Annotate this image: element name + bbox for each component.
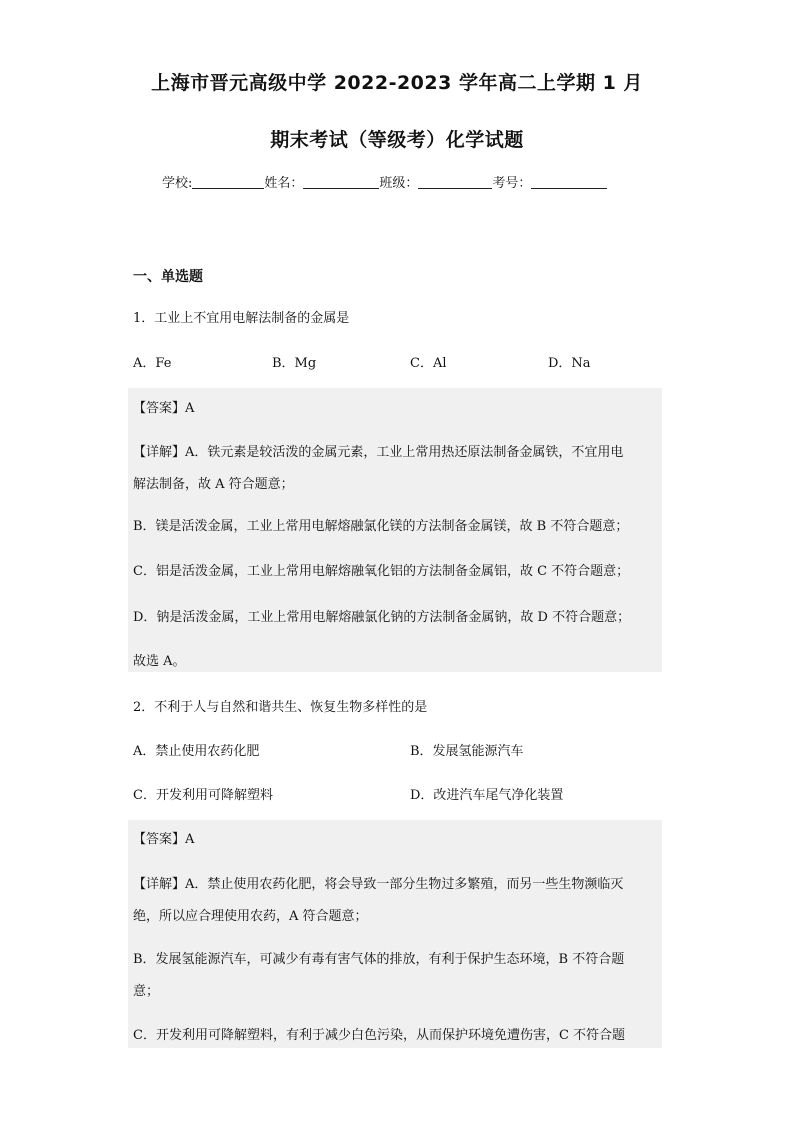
q2-explanation-line: 【详解】A．禁止使用农药化肥，将会导致一部分生物过多繁殖，而另一些生物濒临灭	[133, 877, 624, 892]
q2-explanation-line: B．发展氢能源汽车，可减少有毒有害气体的排放，有利于保护生态环境，B 不符合题	[133, 952, 625, 967]
q2-answer: 【答案】A	[133, 832, 195, 847]
school-blank	[192, 174, 264, 189]
q2-stem: 2．不利于人与自然和谐共生、恢复生物多样性的是	[133, 700, 428, 715]
q1-explanation-line: D．钠是活泼金属，工业上常用电解熔融氯化钠的方法制备金属钠，故 D 不符合题意；	[133, 610, 631, 625]
q1-option-d: D．Na	[548, 356, 591, 371]
q1-answer: 【答案】A	[133, 401, 195, 416]
number-label: 考号：	[492, 176, 532, 191]
q1-stem: 1．工业上不宜用电解法制备的金属是	[133, 311, 350, 326]
q1-explanation-line: C．铝是活泼金属，工业上常用电解熔融氧化铝的方法制备金属铝，故 C 不符合题意；	[133, 564, 630, 579]
q1-option-b: B．Mg	[272, 356, 317, 371]
number-blank	[531, 174, 607, 189]
q2-option-c: C．开发利用可降解塑料	[133, 788, 273, 803]
q1-answer-box	[128, 388, 662, 672]
school-label: 学校:	[162, 176, 193, 191]
document-title-line1: 上海市晋元高级中学 2022-2023 学年高二上学期 1 月	[151, 72, 643, 94]
name-blank	[303, 174, 379, 189]
q2-option-d: D．改进汽车尾气净化装置	[410, 788, 564, 803]
q2-option-b: B．发展氢能源汽车	[410, 744, 524, 759]
q2-explanation-line: C．开发利用可降解塑料，有利于减少白色污染，从而保护环境免遭伤害，C 不符合题	[133, 1028, 626, 1043]
q1-option-a: A．Fe	[133, 356, 172, 371]
student-info-row	[162, 172, 607, 191]
q1-explanation-line: 解法制备，故 A 符合题意；	[133, 477, 294, 492]
q1-explanation-line: B．镁是活泼金属，工业上常用电解熔融氯化镁的方法制备金属镁，故 B 不符合题意；	[133, 519, 629, 534]
class-blank	[418, 174, 492, 189]
name-label: 姓名：	[264, 176, 304, 191]
q1-explanation-line: 【详解】A．铁元素是较活泼的金属元素，工业上常用热还原法制备金属铁，不宜用电	[133, 445, 624, 460]
q2-option-a: A．禁止使用农药化肥	[133, 744, 260, 759]
q1-explanation-line: 故选 A。	[133, 654, 186, 669]
q2-explanation-line: 绝，所以应合理使用农药，A 符合题意；	[133, 909, 368, 924]
class-label: 班级：	[379, 176, 419, 191]
q1-option-c: C．Al	[410, 356, 447, 371]
section-heading: 一、单选题	[133, 269, 203, 285]
q2-explanation-line: 意；	[133, 984, 160, 999]
document-title-line2: 期末考试（等级考）化学试题	[270, 129, 524, 151]
q2-answer-box	[128, 820, 662, 1048]
